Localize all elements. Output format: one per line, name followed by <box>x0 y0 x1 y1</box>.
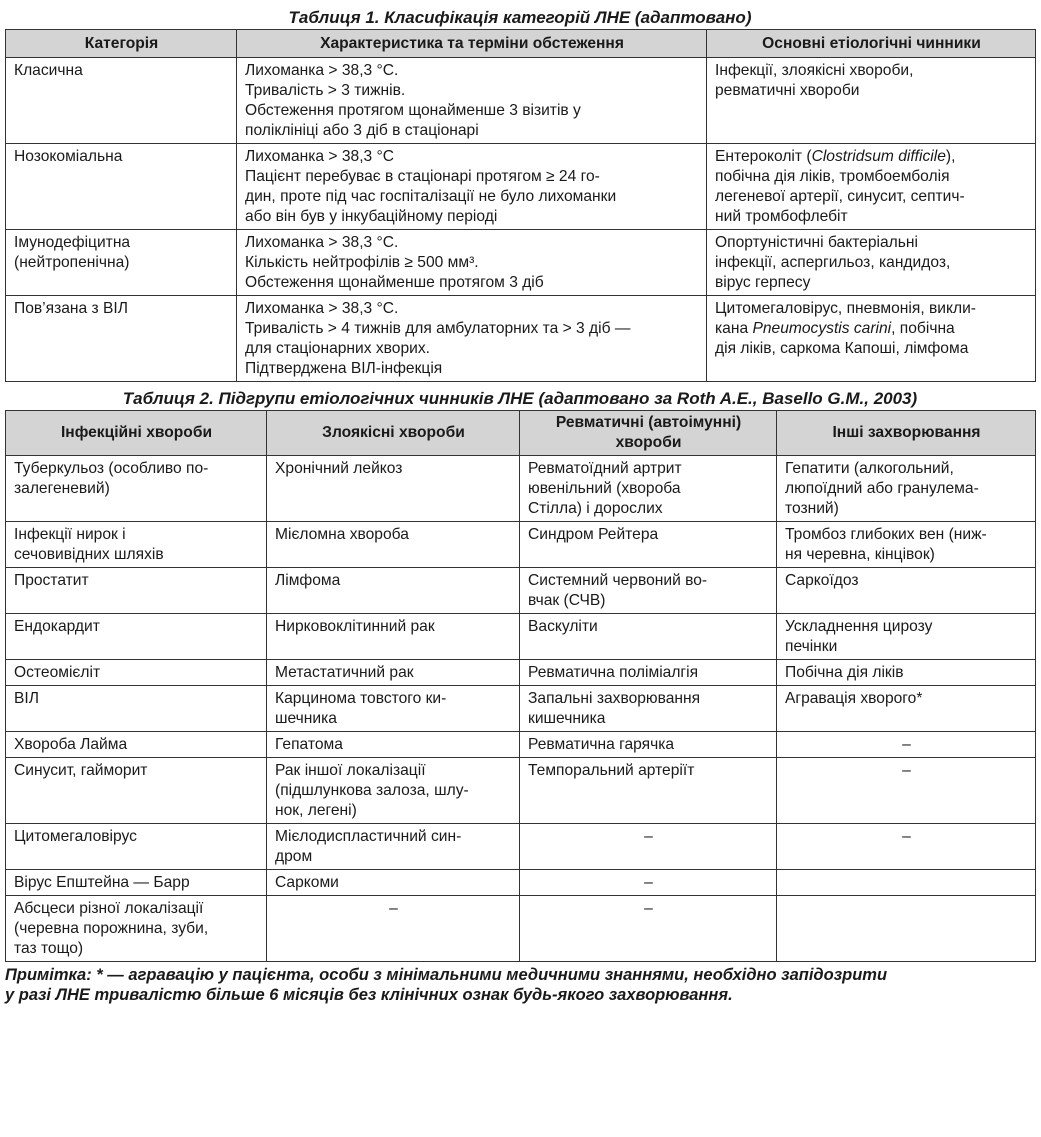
table2-cell <box>267 824 520 870</box>
cell-line: – <box>902 736 911 753</box>
table2-cell <box>520 686 777 732</box>
table2-cell <box>6 456 267 522</box>
characteristics-cell <box>237 144 707 230</box>
cell-line: нок, легені) <box>275 802 357 819</box>
table2-header-cell <box>777 411 1036 456</box>
cell-line: Тромбоз глибоких вен (ниж- <box>785 526 987 543</box>
table1-caption: Таблиця 1. Класифікація категорій ЛНЕ (адаптовано) <box>288 8 752 27</box>
cell-line: ювенільний (хвороба <box>528 480 681 497</box>
table2-cell <box>520 732 777 758</box>
category-cell <box>6 58 237 144</box>
cell-line: Метастатичний рак <box>275 664 414 681</box>
cell-line: вчак (СЧВ) <box>528 592 606 609</box>
table2-cell <box>520 614 777 660</box>
table2-row <box>6 896 1036 962</box>
cell-line: або він був у інкубаційному періоді <box>245 208 498 225</box>
cell-line: Імунодефіцитна <box>14 234 131 251</box>
cell-line: Запальні захворювання <box>528 690 701 707</box>
cell-line: Злоякісні хвороби <box>322 424 465 441</box>
cell-line: Хвороба Лайма <box>14 736 128 753</box>
cell-line: шечника <box>275 710 337 727</box>
characteristics-cell <box>237 58 707 144</box>
cell-line: побічна дія ліків, тромбоемболія <box>715 168 950 185</box>
cell-line: Агравація хворого* <box>785 690 923 707</box>
table2-cell <box>777 732 1036 758</box>
table2-cell <box>267 732 520 758</box>
cell-line: Підтверджена ВІЛ-інфекція <box>245 360 443 377</box>
cell-line: Хронічний лейкоз <box>275 460 403 477</box>
cell-line: печінки <box>785 638 838 655</box>
cell-line: Туберкульоз (особливо по- <box>14 460 209 477</box>
table2-cell <box>6 896 267 962</box>
cell-line: Цитомегаловірус, пневмонія, викли- <box>715 300 976 317</box>
table2-cell <box>6 732 267 758</box>
table2-row <box>6 870 1036 896</box>
table2-cell <box>6 614 267 660</box>
cell-line: Класична <box>14 62 83 79</box>
category-cell <box>6 230 237 296</box>
cell-line: Лихоманка > 38,3 °С. <box>245 62 399 79</box>
cell-line: Мієломна хвороба <box>275 526 409 543</box>
table2-row <box>6 568 1036 614</box>
table2-cell <box>777 896 1036 962</box>
table2-cell <box>777 614 1036 660</box>
cell-line: Стілла) і дорослих <box>528 500 663 517</box>
cell-line: Ревматичні (автоімунні) <box>555 414 742 431</box>
cell-line: Тривалість > 3 тижнів. <box>245 82 406 99</box>
cell-line: Темпоральний артеріїт <box>528 762 695 779</box>
table2-cell <box>267 456 520 522</box>
table2-row <box>6 758 1036 824</box>
characteristics-cell <box>237 230 707 296</box>
text-run: ), <box>945 148 956 165</box>
cell-line: Рак іншої локалізації <box>275 762 426 779</box>
table2-row <box>6 456 1036 522</box>
header-causes: Основні етіологічні чинники <box>707 30 1036 58</box>
table1-header-row <box>6 30 1036 58</box>
cell-line: Карцинома товстого ки- <box>275 690 447 707</box>
cell-line: – <box>902 762 911 779</box>
cell-line: – <box>644 828 653 845</box>
table2-cell <box>520 456 777 522</box>
cell-line: Ревматоїдний артрит <box>528 460 682 477</box>
cell-line: Опортуністичні бактеріальні <box>715 234 918 251</box>
cell-line: Простатит <box>14 572 89 589</box>
cell-line: (підшлункова залоза, шлу- <box>275 782 469 799</box>
note-line-1: Примітка: * — агравацію у пацієнта, особи з мінімальними медичними знаннями, необхідно запідозрити <box>5 966 888 984</box>
causes-cell <box>707 230 1036 296</box>
table2-row <box>6 732 1036 758</box>
table2-cell <box>6 522 267 568</box>
cell-line: Лихоманка > 38,3 °С. <box>245 234 399 251</box>
table1-row <box>6 144 1036 230</box>
cell-line: Синусит, гайморит <box>14 762 148 779</box>
cell-line: Тривалість > 4 тижнів для амбулаторних та > 3 діб — <box>245 320 631 337</box>
note-line-2: у разі ЛНЕ тривалістю більше 6 місяців без клінічних ознак будь-якого захворювання. <box>5 986 733 1004</box>
cell-line: Пов’язана з ВІЛ <box>14 300 128 317</box>
cell-line: Обстеження протягом щонайменше 3 візитів у <box>245 102 581 119</box>
table2-cell <box>267 522 520 568</box>
table2-cell <box>777 660 1036 686</box>
category-cell <box>6 144 237 230</box>
characteristics-cell <box>237 296 707 382</box>
text-run: , побічна <box>891 320 955 337</box>
table2-cell <box>267 660 520 686</box>
cell-line: Вірус Епштейна — Барр <box>14 874 190 891</box>
cell-line: Лімфома <box>275 572 341 589</box>
cell-line: ВІЛ <box>14 690 39 707</box>
cell-line: Ревматична гарячка <box>528 736 675 753</box>
document-page <box>5 6 1035 1005</box>
cell-line: Синдром Рейтера <box>528 526 659 543</box>
cell-line: Інфекції, злоякісні хвороби, <box>715 62 914 79</box>
table1-row <box>6 296 1036 382</box>
table2-cell <box>777 456 1036 522</box>
cell-line: Нозокоміальна <box>14 148 123 165</box>
table2-cell <box>777 686 1036 732</box>
table2-caption: Таблиця 2. Підгрупи етіологічних чинників ЛНЕ (адаптовано за Roth A.E., Basello G.M., 2003) <box>122 389 918 408</box>
table2-row <box>6 522 1036 568</box>
table2-cell <box>267 614 520 660</box>
header-characteristics: Характеристика та терміни обстеження <box>237 30 707 58</box>
table2-cell <box>520 824 777 870</box>
cell-line: для стаціонарних хворих. <box>245 340 430 357</box>
cell-line: Лихоманка > 38,3 °С. <box>245 300 399 317</box>
cell-line: Побічна дія ліків <box>785 664 904 681</box>
cell-line: Саркоми <box>275 874 339 891</box>
table2-cell <box>6 686 267 732</box>
cell-line: Пацієнт перебуває в стаціонарі протягом ≥ 24 го- <box>245 168 600 185</box>
cell-line: – <box>902 828 911 845</box>
cell-line: (нейтропенічна) <box>14 254 130 271</box>
cell-line: ний тромбофлебіт <box>715 208 848 225</box>
italic-term: Pneumocystis carini <box>752 320 892 337</box>
etiology-subgroups-table <box>5 410 1036 962</box>
classification-table <box>5 29 1036 382</box>
table2-cell <box>6 758 267 824</box>
table2-cell <box>267 568 520 614</box>
cell-line <box>715 147 1028 167</box>
table2-cell <box>520 660 777 686</box>
cell-line: залегеневий) <box>14 480 110 497</box>
table2-row <box>6 614 1036 660</box>
cell-line: легеневої артерії, синусит, септич- <box>715 188 965 205</box>
cell-line: – <box>389 900 398 917</box>
cell-line: Системний червоний во- <box>528 572 708 589</box>
table2-cell <box>520 522 777 568</box>
cell-line: ня черевна, кінцівок) <box>785 546 935 563</box>
cell-line: Ускладнення цирозу <box>785 618 933 635</box>
cell-line: Кількість нейтрофілів ≥ 500 мм³. <box>245 254 479 271</box>
table1-row <box>6 230 1036 296</box>
table2-cell <box>777 870 1036 896</box>
table2-cell <box>520 896 777 962</box>
category-cell <box>6 296 237 382</box>
table2-cell <box>6 870 267 896</box>
table2-cell <box>520 758 777 824</box>
table2-cell <box>267 758 520 824</box>
cell-line: Ендокардит <box>14 618 100 635</box>
table1-row <box>6 58 1036 144</box>
table-note <box>5 965 1035 1005</box>
table2-row <box>6 686 1036 732</box>
table2-cell <box>520 870 777 896</box>
cell-line: Васкуліти <box>528 618 598 635</box>
causes-cell <box>707 58 1036 144</box>
table2-cell <box>777 758 1036 824</box>
cell-line: поліклініці або 3 діб в стаціонарі <box>245 122 479 139</box>
cell-line: дія ліків, саркома Капоші, лімфома <box>715 340 969 357</box>
text-run: Ентероколіт ( <box>715 148 812 165</box>
cell-line: люпоїдний або гранулема- <box>785 480 979 497</box>
cell-line: Лихоманка > 38,3 °С <box>245 148 395 165</box>
cell-line: таз тощо) <box>14 940 84 957</box>
cell-line: Остеомієліт <box>14 664 101 681</box>
table2-cell <box>267 686 520 732</box>
cell-line: кишечника <box>528 710 606 727</box>
cell-line: Інші захворювання <box>832 424 981 441</box>
table2-row <box>6 660 1036 686</box>
causes-cell <box>707 296 1036 382</box>
table2-header-cell <box>6 411 267 456</box>
cell-line: Гепатома <box>275 736 343 753</box>
table2-header-cell <box>520 411 777 456</box>
table2-cell <box>6 824 267 870</box>
cell-line: хвороби <box>615 434 682 451</box>
cell-line: дром <box>275 848 313 865</box>
cell-line: Нирковоклітинний рак <box>275 618 435 635</box>
cell-line: сечовивідних шляхів <box>14 546 164 563</box>
table2-cell <box>267 896 520 962</box>
table2-header-row <box>6 411 1036 456</box>
cell-line: Обстеження щонайменше протягом 3 діб <box>245 274 544 291</box>
text-run: кана <box>715 320 753 337</box>
table2-cell <box>777 568 1036 614</box>
cell-line: Абсцеси різної локалізації <box>14 900 204 917</box>
cell-line: Гепатити (алкогольний, <box>785 460 954 477</box>
italic-term: Clostridsum difficile <box>811 148 946 165</box>
cell-line: Цитомегаловірус <box>14 828 137 845</box>
table2-cell <box>6 660 267 686</box>
cell-line: тозний) <box>785 500 839 517</box>
cell-line: (черевна порожнина, зуби, <box>14 920 209 937</box>
cell-line: Інфекції нирок і <box>14 526 126 543</box>
table2-row <box>6 824 1036 870</box>
cell-line: Ревматична поліміалгія <box>528 664 699 681</box>
cell-line: – <box>644 900 653 917</box>
table2-cell <box>777 522 1036 568</box>
cell-line: Інфекційні хвороби <box>60 424 213 441</box>
cell-line: ревматичні хвороби <box>715 82 860 99</box>
cell-line: Саркоїдоз <box>785 572 859 589</box>
cell-line: вірус герпесу <box>715 274 811 291</box>
cell-line: Мієлодиспластичний син- <box>275 828 462 845</box>
table2-cell <box>267 870 520 896</box>
cell-line: – <box>644 874 653 891</box>
header-category: Категорія <box>6 30 237 58</box>
cell-line <box>715 319 1028 339</box>
causes-cell <box>707 144 1036 230</box>
table2-cell <box>777 824 1036 870</box>
cell-line: інфекції, аспергильоз, кандидоз, <box>715 254 951 271</box>
table2-cell <box>520 568 777 614</box>
table2-header-cell <box>267 411 520 456</box>
table2-cell <box>6 568 267 614</box>
cell-line: дин, проте під час госпіталізації не було лихоманки <box>245 188 617 205</box>
